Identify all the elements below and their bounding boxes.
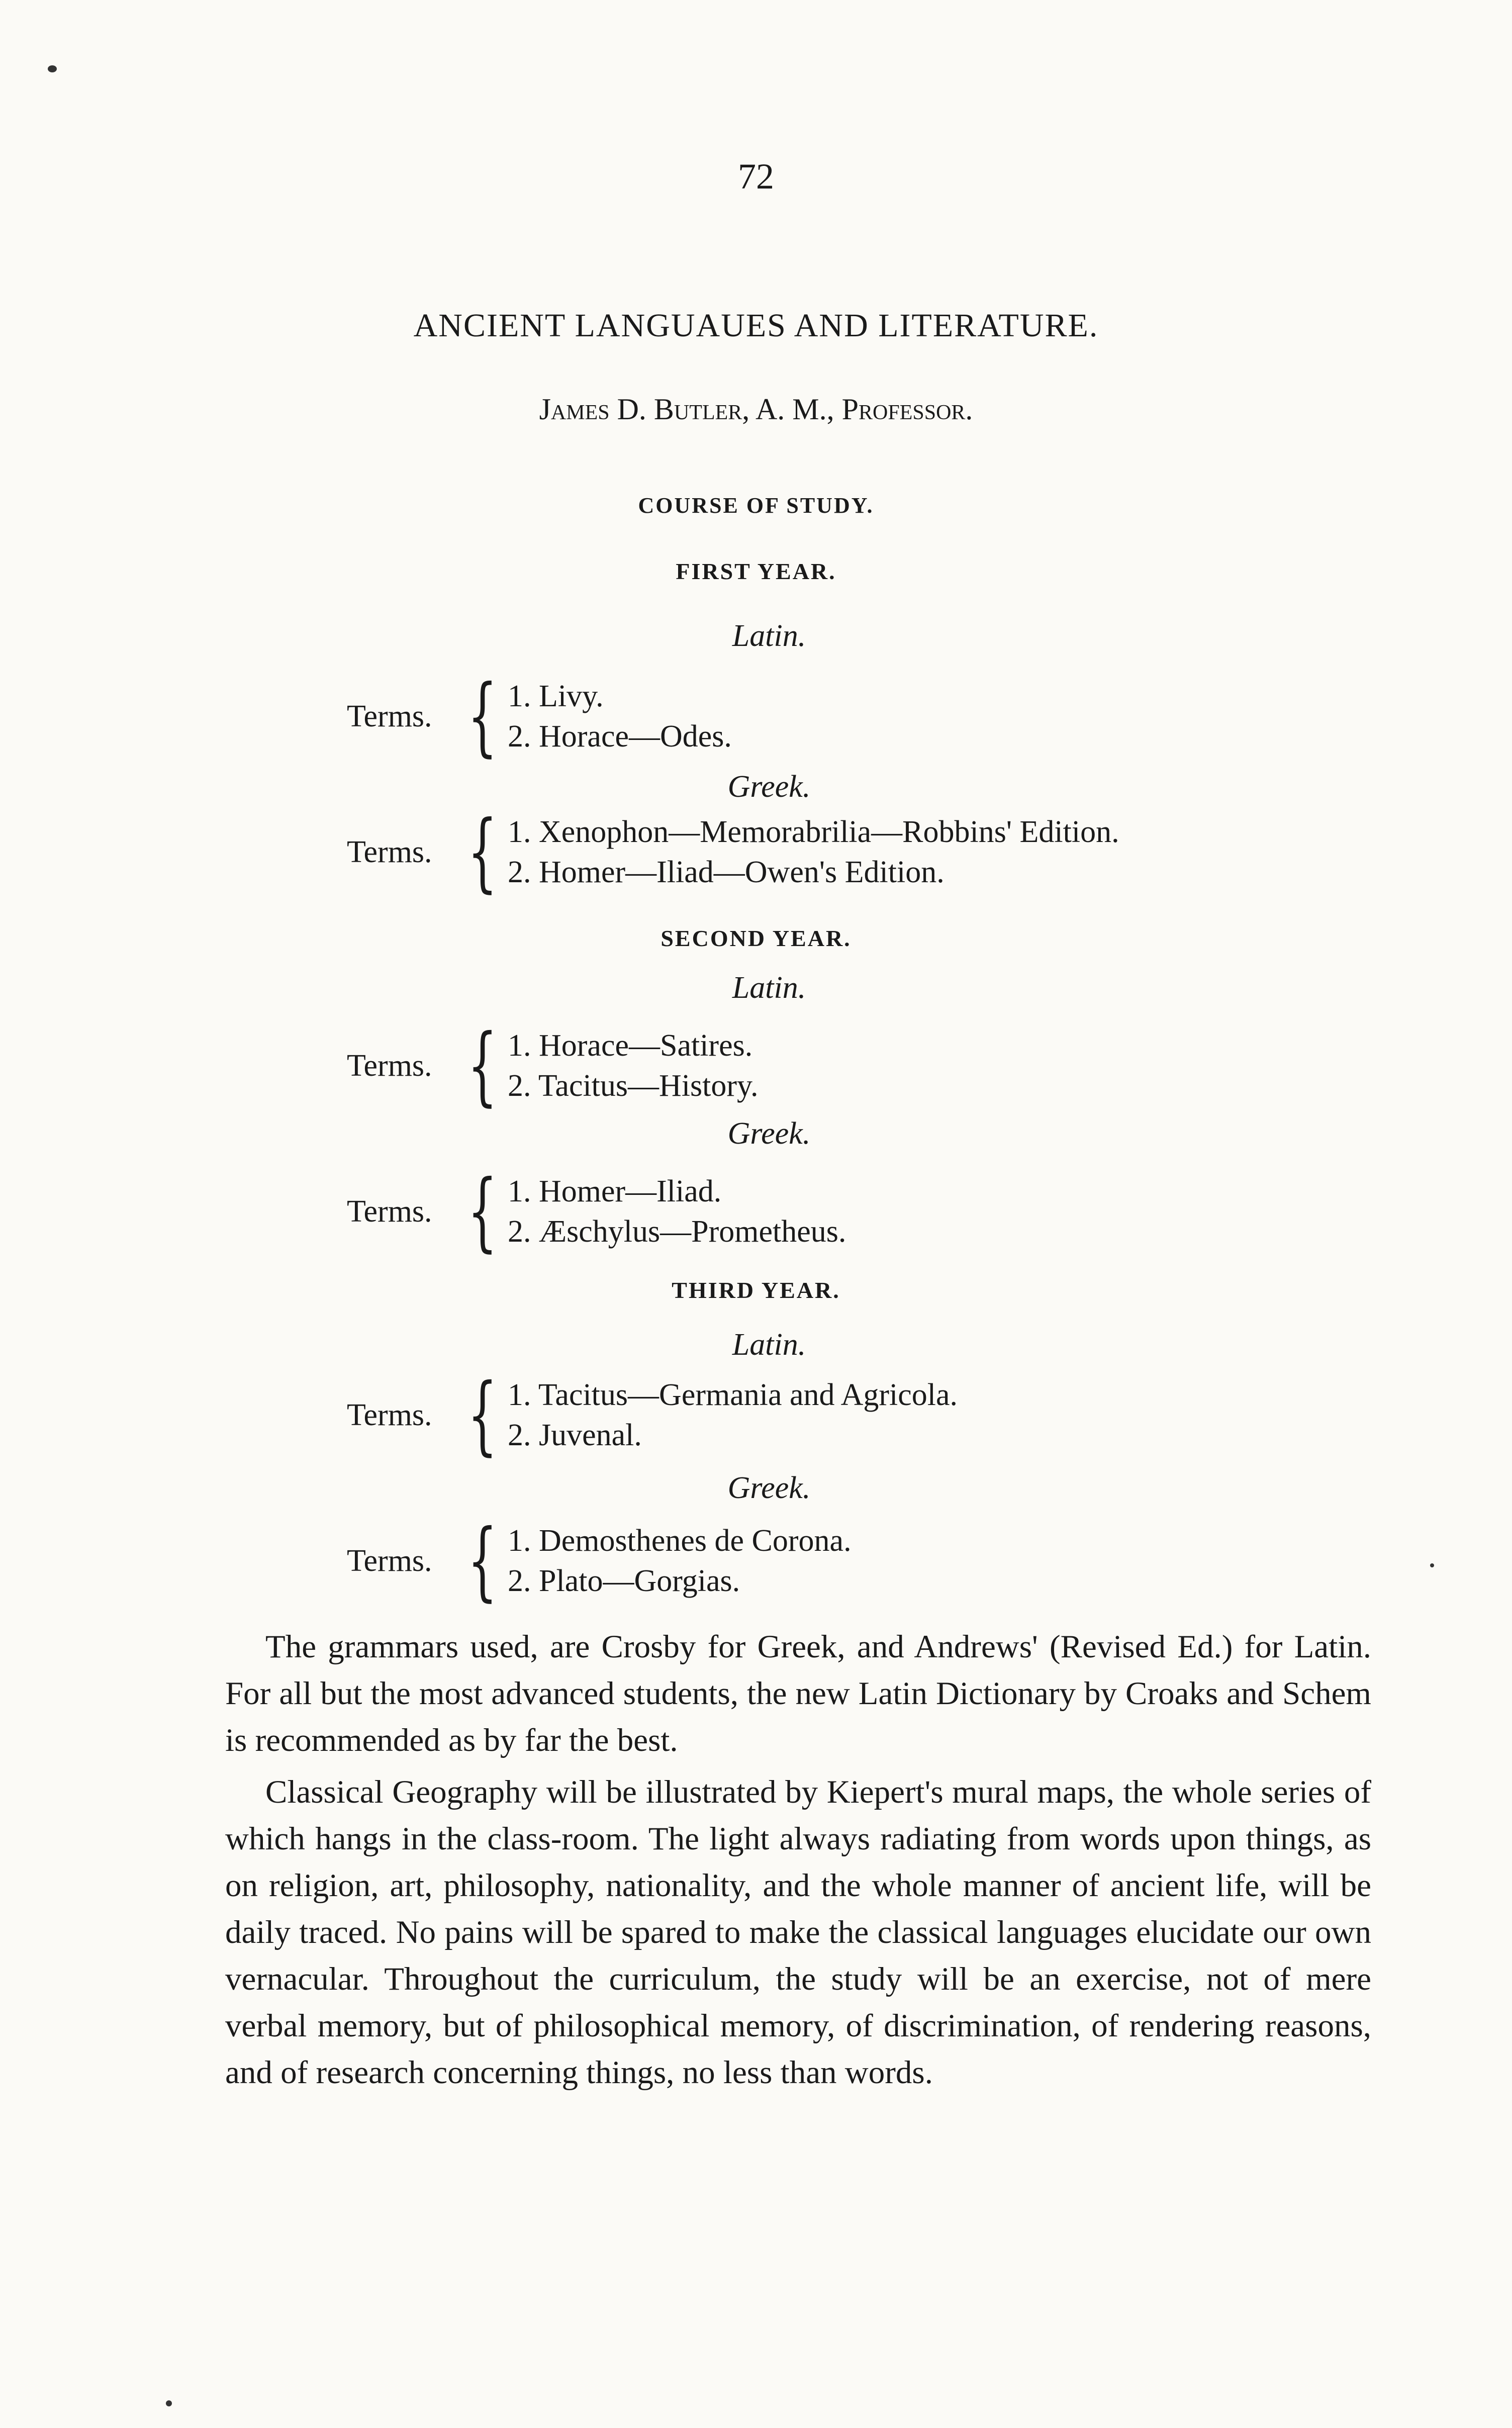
brace-glyph: { xyxy=(467,1016,498,1115)
third-year-greek-terms xyxy=(347,1511,1352,1611)
term-item: 1. Tacitus—Germania and Agricola. xyxy=(508,1378,958,1412)
brace-glyph: { xyxy=(467,1365,498,1465)
term-item: 1. Demosthenes de Corona. xyxy=(508,1524,852,1558)
body-text xyxy=(225,1624,1371,2101)
term-item: 2. Juvenal. xyxy=(508,1418,642,1452)
term-item: 1. Xenophon—Memorabrilia—Robbins' Edition. xyxy=(508,815,1119,849)
first-year-latin-heading: Latin. xyxy=(732,619,806,653)
paragraph-geography: Classical Geography will be illustrated by Kiepert's mural maps, the whole series of which hangs in the class-room. The light always radiating from words upon things, as on religion, art, philosophy, nationality, and the whole manner of ancient life, will be daily traced. No pains will be spared to make the classical languages elucidate our own vernacular. Throughout the curriculum, the study will be an exercise, not of mere verbal memory, but of philosophical memory, of discrimination, of rendering reasons, and of research concerning things, no less than words. xyxy=(225,1774,1371,2091)
term-item: 1. Livy. xyxy=(508,679,604,713)
first-year-greek-terms xyxy=(347,802,1352,902)
terms-label: Terms. xyxy=(347,699,432,733)
terms-label: Terms. xyxy=(347,1398,432,1432)
terms-label: Terms. xyxy=(347,1194,432,1229)
term-item: 2. Æschylus—Prometheus. xyxy=(508,1215,846,1249)
term-item: 2. Plato—Gorgias. xyxy=(508,1564,740,1598)
scan-speck xyxy=(48,65,57,72)
second-year-greek-terms xyxy=(347,1162,1352,1261)
brace-glyph: { xyxy=(467,802,498,902)
second-year-greek-heading: Greek. xyxy=(727,1116,811,1151)
first-year-latin-terms xyxy=(347,667,1352,766)
brace-glyph: { xyxy=(467,1162,498,1261)
brace-glyph: { xyxy=(467,1511,498,1611)
first-year-greek-heading: Greek. xyxy=(727,770,811,804)
second-year-latin-terms xyxy=(347,1016,1352,1115)
terms-label: Terms. xyxy=(347,835,432,869)
third-year-greek-heading: Greek. xyxy=(727,1471,811,1505)
terms-label: Terms. xyxy=(347,1049,432,1083)
term-item: 1. Horace—Satires. xyxy=(508,1029,753,1063)
scan-speck xyxy=(166,2400,172,2406)
second-year-latin-heading: Latin. xyxy=(732,971,806,1005)
scan-speck xyxy=(1430,1563,1434,1567)
second-year-heading: SECOND YEAR. xyxy=(660,925,852,951)
page-title: ANCIENT LANGUAUES AND LITERATURE. xyxy=(413,307,1099,344)
first-year-heading: FIRST YEAR. xyxy=(676,558,836,584)
third-year-latin-terms xyxy=(347,1365,1352,1465)
term-item: 2. Tacitus—History. xyxy=(508,1069,759,1103)
professor-line: James D. Butler, A. M., Professor. xyxy=(539,393,973,426)
third-year-latin-heading: Latin. xyxy=(732,1328,806,1362)
paragraph-grammars: The grammars used, are Crosby for Greek, and Andrews' (Revised Ed.) for Latin. For all but the most advanced students, the new Latin Dictionary by Croaks and Schem is recommended as by far the best. xyxy=(225,1629,1371,1758)
term-item: 1. Homer—Iliad. xyxy=(508,1174,722,1208)
term-item: 2. Homer—Iliad—Owen's Edition. xyxy=(508,855,944,889)
terms-label: Terms. xyxy=(347,1544,432,1578)
term-item: 2. Horace—Odes. xyxy=(508,719,732,754)
page-number: 72 xyxy=(738,156,774,197)
course-of-study-heading: COURSE OF STUDY. xyxy=(638,493,874,518)
brace-glyph: { xyxy=(467,667,498,766)
third-year-heading: THIRD YEAR. xyxy=(672,1277,840,1303)
